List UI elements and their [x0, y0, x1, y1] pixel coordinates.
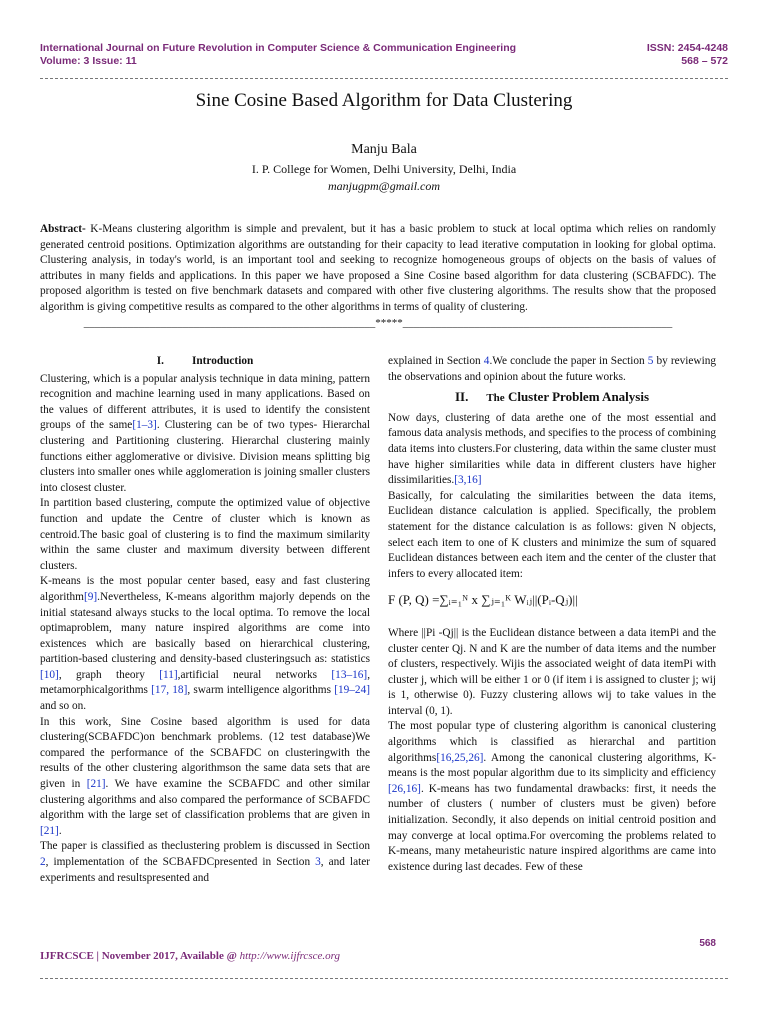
intro-continuation: explained in Section 4.We conclude the paper in Section 5 by reviewing the observations and opinion about the future works. [388, 355, 716, 383]
section-link[interactable]: 4 [483, 355, 490, 367]
intro-paragraph-3: K-means is the most popular center based, easy and fast clustering algorithm[9].Nevertheless, K-means algorithm majorly depends on the initial statesand always stucks to the local optima. To remove the local optimaproblem, many nature inspired algorithms are come into existences which are basically based on hierarchical clustering, partition-based clustering and density-based clusteringsuch as: statistics [10], graph theory [11],artificial neural networks [13–16], metamorphicalgorithms [17, 18], swarm intelligence algorithms [19–24] and so on. [40, 575, 371, 713]
journal-url-link[interactable]: http://www.ijfrcsce.org [239, 950, 340, 962]
section-link[interactable]: 5 [647, 355, 654, 367]
journal-name: International Journal on Future Revolution in Computer Science & Communication Engineering [40, 42, 517, 54]
volume-issue: Volume: 3 Issue: 11 [40, 55, 137, 67]
footer-rule [40, 978, 728, 979]
citation-link[interactable]: [3,16] [454, 474, 482, 487]
email: manjugpm@gmail.com [327, 179, 441, 193]
citation-link[interactable]: [13–16] [331, 668, 368, 681]
affiliation: I. P. College for Women, Delhi University, Delhi, India [251, 162, 517, 176]
footer: IJFRCSCE | November 2017, Available @ http://www.ijfrcsce.org [40, 950, 340, 962]
right-column [388, 354, 716, 875]
abstract [40, 222, 716, 315]
cluster-paragraph-1: Now days, clustering of data arethe one of the most essential and famous data analysis methods, and specifies to the process of combining data items into clusters.For clustering, data within the same cluster must have higher similarities while data in different clusters have higher dissimilarities.[3,16] [388, 411, 716, 487]
left-column [40, 354, 370, 886]
section-heading-cluster-problem: II. The Cluster Problem Analysis [454, 389, 650, 405]
citation-link[interactable]: [10] [40, 668, 59, 681]
issn: ISSN: 2454-4248 [646, 42, 728, 54]
citation-link[interactable]: [21] [40, 824, 59, 837]
cluster-paragraph-3: Where ||Pi -Qj|| is the Euclidean distance between a data itemPi and the cluster center Qj. N and K are the number of data items and the number of clusters, respectively. Wijis the associated weight of data itemPi with cluster j, which will be either 1 or 0 (if item i is assigned to cluster j; wij is 1, otherwise 0). Fuzzy clustering allows wij to take values in the interval (0, 1). [388, 626, 716, 717]
intro-paragraph-4: In this work, Sine Cosine based algorithm is used for data clustering(SCBAFDC)on benchmark problems. (12 test database)We compared the performance of the SCBAFDC on clusteringwith the results of the other clustering algorithmson the same data sets that are given in [21]. We have examine the SCBAFDC and other similar clustering algorithms and also compared the performance of SCBAFDC algorithm with the large set of classification problems that are given in [21]. [40, 715, 370, 837]
paper-title: Sine Cosine Based Algorithm for Data Clustering [195, 90, 573, 111]
citation-link[interactable]: [9] [83, 590, 98, 603]
abstract-text: K-Means clustering algorithm is simple and prevalent, but it has a basic problem to stuck at local optima which relies on randomly generated centroid positions. Optimization algorithms are outstanding for their capacity to lead iterative computation in looking for global optima. Clustering analysis, in today's world, is an important tool and seeking to recognize homogeneous groups of objects on the basis of values of attributes in many fields and applications. In this paper we have proposed a Sine Cosine based algorithm for data clustering (SCBAFDC). The proposed algorithm is tested on five benchmark datasets and compared with other five clustering algorithms. The results show that the proposed algorithm is giving competitive results as compared to the other algorithms in terms of quality of clustering. [40, 223, 717, 313]
intro-paragraph-2: In partition based clustering, compute the optimized value of objective function and update the Centre of cluster which is known as centroid.The basic goal of clustering is to find the maximum similarity within the same cluster and maximum diversity between different clusters. [40, 497, 370, 572]
citation-link[interactable]: [1–3] [132, 419, 157, 432]
citation-link[interactable]: [17, 18] [151, 684, 188, 697]
abstract-label: Abstract- [40, 223, 86, 235]
abstract-separator: _____________________________________________________*****_________________________________________________ [83, 317, 673, 329]
section-link[interactable]: 2 [40, 856, 46, 868]
citation-link[interactable]: [21] [86, 778, 106, 791]
citation-link[interactable]: [19–24] [334, 684, 370, 697]
cluster-paragraph-4: The most popular type of clustering algorithm is canonical clustering algorithms which is classified as hierarchal and partition algorithms[16,25,26]. Among the canonical clustering algorithms, K-means is the most popular algorithm due to its simplicity and efficiency [26,16]. K-means has two fundamental drawbacks: first, it needs the number of clusters ( number of clusters must be given) before initialization. Secondly, it also depends on initial centroid position and may converge at local optima.For overcoming the problems related to K-means, many metaheuristic nature inspired algorithms are came into existence during last decades. Few of these [388, 720, 716, 873]
header-rule [40, 78, 728, 79]
citation-link[interactable]: [26,16] [388, 782, 421, 795]
objective-formula: F (P, Q) =∑ᵢ₌₁ᴺ x ∑ⱼ₌₁ᴷ Wᵢⱼ||(Pᵢ-Qⱼ)|| [388, 592, 578, 608]
citation-link[interactable]: [16,25,26] [436, 751, 484, 764]
intro-paragraph-5: The paper is classified as theclustering problem is discussed in Section 2, implementation of the SCBAFDCpresented in Section 3, and later experiments and resultspresented and [40, 840, 371, 884]
cluster-paragraph-2: Basically, for calculating the similarities between the data items, Euclidean distance calculation is applied. Specifically, the problem statement for the distance calculation is as follows: given N objects, select each item to one of K clusters and minimize the sum of squared Euclidean distances between each item and the center of the cluster that infers to every allocated item: [388, 489, 716, 580]
intro-paragraph-1: Clustering, which is a popular analysis technique in data mining, pattern recognition and machine learning used in many applications. Based on the values of different attributes, it is used to identify the consistent groups of the same[1–3]. Clustering can be of two types- Hierarchal clustering and Partitioning clustering. Hierarchal clustering mainly functions either agglomerative or divisive. Division means splitting big clusters into smaller ones while agglomeration is joining smaller clusters into closest cluster. [40, 372, 370, 494]
author-name: Manju Bala [351, 142, 417, 157]
page-number: 568 [699, 938, 716, 949]
section-link[interactable]: 3 [315, 856, 321, 868]
section-heading-introduction: I. Introduction [156, 355, 254, 367]
page-range: 568 – 572 [681, 55, 728, 67]
citation-link[interactable]: [11] [159, 668, 178, 681]
